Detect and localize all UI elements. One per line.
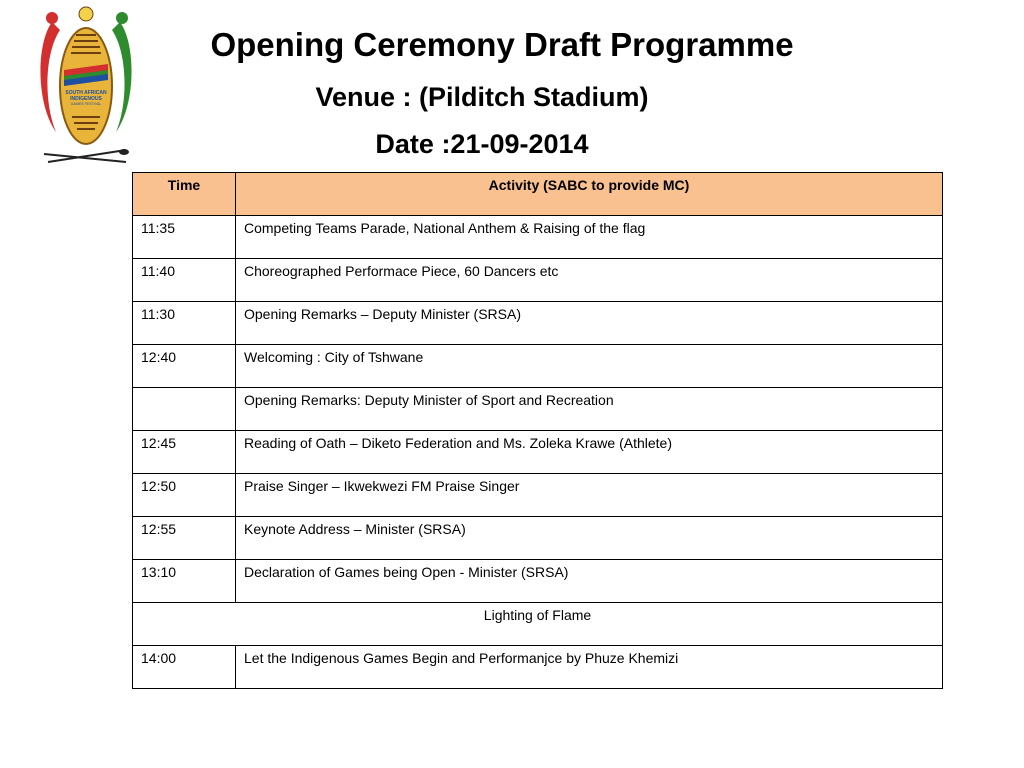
programme-table [132, 172, 943, 689]
page-title: Opening Ceremony Draft Programme [210, 26, 794, 63]
table-header-row [133, 173, 943, 216]
activity-cell: Opening Remarks – Deputy Minister (SRSA) [236, 302, 943, 345]
activity-cell: Opening Remarks: Deputy Minister of Sport and Recreation [236, 388, 943, 431]
table-row [133, 302, 943, 345]
time-cell: 12:45 [133, 431, 236, 474]
time-cell: 12:55 [133, 517, 236, 560]
svg-text:GAMES FESTIVAL: GAMES FESTIVAL [70, 102, 102, 106]
activity-cell: Let the Indigenous Games Begin and Performanjce by Phuze Khemizi [236, 646, 943, 689]
table-row [133, 388, 943, 431]
table-row [133, 560, 943, 603]
activity-column-header: Activity (SABC to provide MC) [236, 173, 943, 216]
table-row [133, 259, 943, 302]
date-subtitle: Date :21-09-2014 [375, 129, 589, 159]
time-cell: 12:40 [133, 345, 236, 388]
time-cell: 11:35 [133, 216, 236, 259]
venue-subtitle: Venue : (Pilditch Stadium) [315, 82, 649, 112]
activity-cell: Keynote Address – Minister (SRSA) [236, 517, 943, 560]
time-column-header: Time [133, 173, 236, 216]
table-row [133, 431, 943, 474]
table-row [133, 345, 943, 388]
activity-cell: Declaration of Games being Open - Minister (SRSA) [236, 560, 943, 603]
svg-text:INDIGENOUS: INDIGENOUS [70, 96, 102, 102]
svg-text:SOUTH AFRICAN: SOUTH AFRICAN [65, 90, 107, 96]
table-row [133, 474, 943, 517]
table-row [133, 216, 943, 259]
activity-cell: Welcoming : City of Tshwane [236, 345, 943, 388]
time-cell [133, 388, 236, 431]
time-cell: 13:10 [133, 560, 236, 603]
activity-cell: Praise Singer – Ikwekwezi FM Praise Singer [236, 474, 943, 517]
time-cell: 11:30 [133, 302, 236, 345]
activity-cell: Choreographed Performace Piece, 60 Dancers etc [236, 259, 943, 302]
spanning-activity-cell: Lighting of Flame [133, 603, 943, 646]
time-cell: 14:00 [133, 646, 236, 689]
table-row [133, 646, 943, 689]
time-cell: 11:40 [133, 259, 236, 302]
time-cell: 12:50 [133, 474, 236, 517]
table-row [133, 517, 943, 560]
table-row-lighting-of-flame [133, 603, 943, 646]
activity-cell: Reading of Oath – Diketo Federation and Ms. Zoleka Krawe (Athlete) [236, 431, 943, 474]
activity-cell: Competing Teams Parade, National Anthem & Raising of the flag [236, 216, 943, 259]
